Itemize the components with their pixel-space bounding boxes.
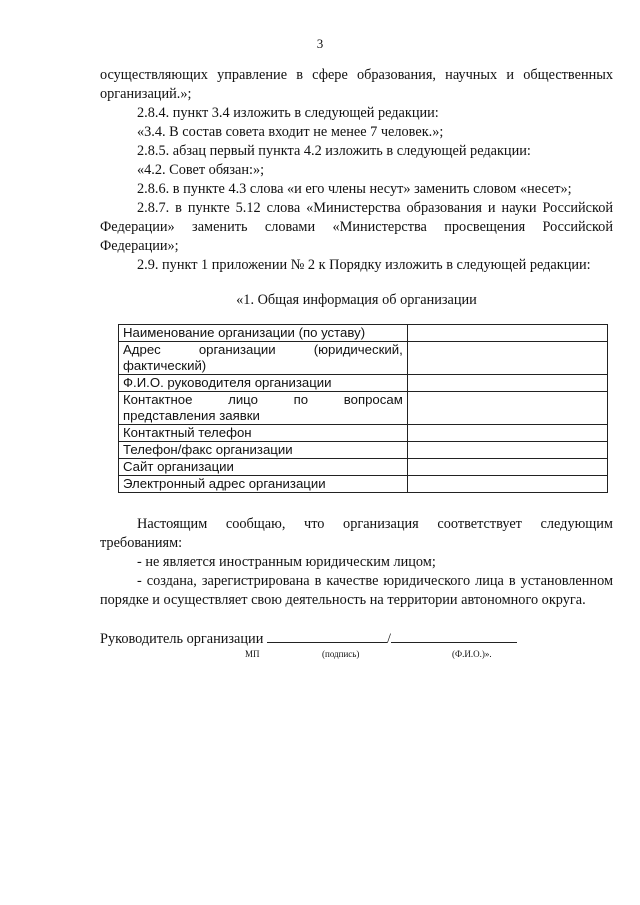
table-cell-value <box>407 442 607 459</box>
table-cell-value <box>407 342 607 375</box>
notice-item: - не является иностранным юридическим лицом; <box>137 554 436 570</box>
table-cell-label: Наименование организации (по уставу) <box>119 325 408 342</box>
table-cell-value <box>407 476 607 493</box>
notice-intro: Настоящим сообщаю, что организация соответствует следующим требованиям: <box>100 516 613 551</box>
section-title: «1. Общая информация об организации <box>236 292 477 308</box>
table-cell-value <box>407 459 607 476</box>
table-row <box>119 392 608 425</box>
caption-mp: МП <box>245 649 260 659</box>
table-cell-label: Контактный телефон <box>119 425 408 442</box>
table-cell-label: Контактное лицо по вопросам представления заявки <box>119 392 408 425</box>
signature-blank <box>267 630 387 643</box>
table-cell-label: Электронный адрес организации <box>119 476 408 493</box>
table-cell-value <box>407 425 607 442</box>
table-row <box>119 425 608 442</box>
table-cell-label: Телефон/факс организации <box>119 442 408 459</box>
signature-separator: / <box>386 631 391 647</box>
table-row <box>119 342 608 375</box>
page-number: 3 <box>316 36 324 51</box>
paragraph: 2.8.4. пункт 3.4 изложить в следующей редакции: <box>137 105 439 121</box>
caption-signature: (подпись) <box>322 649 360 659</box>
paragraph: «4.2. Совет обязан:»; <box>137 162 265 178</box>
paragraph: 2.8.5. абзац первый пункта 4.2 изложить в следующей редакции: <box>137 143 531 159</box>
table-row <box>119 476 608 493</box>
document-body <box>100 66 613 663</box>
paragraph: «3.4. В состав совета входит не менее 7 человек.»; <box>137 124 444 140</box>
table-cell-value <box>407 325 607 342</box>
table-cell-value <box>407 375 607 392</box>
table-cell-label: Сайт организации <box>119 459 408 476</box>
signature-label: Руководитель организации <box>100 631 264 647</box>
paragraph: 2.8.7. в пункте 5.12 слова «Министерства образования и науки Российской Федерации» заменить словами «Министерства просвещения Российской Федерации»; <box>100 200 613 254</box>
signature-captions <box>100 649 613 663</box>
table-cell-value <box>407 392 607 425</box>
table-cell-label: Ф.И.О. руководителя организации <box>119 375 408 392</box>
paragraph: осуществляющих управление в сфере образования, научных и общественных организаций.»; <box>100 67 613 102</box>
fio-blank <box>391 630 517 643</box>
caption-fio: (Ф.И.О.)». <box>452 649 492 659</box>
organization-info-table <box>118 324 608 493</box>
table-row <box>119 459 608 476</box>
notice-item: - создана, зарегистрирована в качестве юридического лица в установленном порядке и осуществляет свою деятельность на территории автономного округа. <box>100 573 613 608</box>
paragraph: 2.8.6. в пункте 4.3 слова «и его члены несут» заменить словом «несет»; <box>137 181 572 197</box>
table-row <box>119 375 608 392</box>
signature-line <box>100 630 613 649</box>
paragraph: 2.9. пункт 1 приложении № 2 к Порядку изложить в следующей редакции: <box>137 257 591 273</box>
table-cell-label: Адрес организации (юридический, фактический) <box>119 342 408 375</box>
table-row <box>119 325 608 342</box>
table-row <box>119 442 608 459</box>
